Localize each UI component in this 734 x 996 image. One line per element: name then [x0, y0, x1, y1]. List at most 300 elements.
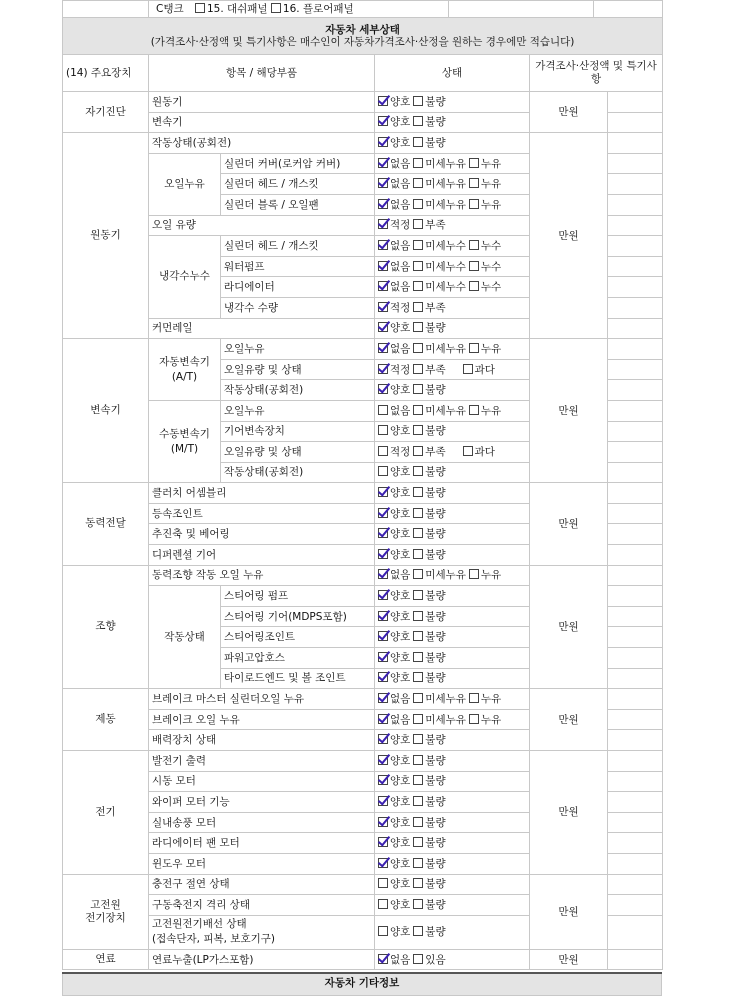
checkbox-bad[interactable]	[413, 528, 423, 538]
checkbox-short[interactable]	[413, 219, 423, 229]
status-el_gen	[375, 751, 530, 772]
checkbox-good[interactable]	[378, 466, 388, 476]
checkbox-bad[interactable]	[413, 549, 423, 559]
section-title: 자동차 세부상태	[325, 24, 400, 36]
item-fu_leak: 연료누출(LP가스포함)	[149, 949, 375, 970]
option-label-short: 부족	[425, 301, 446, 314]
note-cell[interactable]	[608, 318, 663, 339]
price-unit: 만원	[530, 565, 608, 689]
item-pw_cv: 등속조인트	[149, 503, 375, 524]
table-row	[63, 133, 663, 154]
option-label-good: 양호	[390, 466, 411, 479]
note-cell[interactable]	[608, 709, 663, 730]
checkbox-good[interactable]	[378, 817, 388, 827]
option-label-minor_leak: 미세누유	[425, 713, 466, 726]
option-label-leak: 누유	[480, 178, 502, 191]
option-label-good: 양호	[390, 857, 411, 870]
status-el_blower	[375, 812, 530, 833]
option-label-good: 양호	[390, 95, 411, 108]
option-label-good: 양호	[390, 878, 411, 891]
subgroup-auto_trans: 자동변속기 (A/T)	[149, 339, 221, 401]
option-label-proper: 적정	[390, 445, 411, 458]
price-unit: 만원	[530, 133, 608, 339]
bottom-partial	[62, 972, 662, 996]
note-cell[interactable]	[608, 339, 663, 360]
option-label-short: 부족	[425, 219, 446, 232]
option-label-good: 양호	[390, 775, 411, 788]
note-cell[interactable]	[608, 133, 663, 154]
note-cell[interactable]	[608, 915, 663, 949]
item-br_booster: 배력장치 상태	[149, 730, 375, 751]
note-cell[interactable]	[608, 833, 663, 854]
option-label-leak: 누유	[480, 693, 502, 706]
status-fu_leak	[375, 949, 530, 970]
checkbox-none[interactable]	[378, 693, 388, 703]
checkbox-none[interactable]	[378, 714, 388, 724]
note-cell[interactable]	[608, 565, 663, 586]
checkbox-proper[interactable]	[378, 364, 388, 374]
checkbox-bad[interactable]	[413, 631, 423, 641]
option-label-good: 양호	[390, 631, 411, 644]
checkbox-minor_leak[interactable]	[413, 178, 423, 188]
device-self_diag: 자기진단	[63, 92, 149, 133]
option-label-minor_leak: 미세누유	[425, 157, 466, 170]
status-at_op	[375, 380, 530, 401]
item-en_oil_level: 오일 유량	[149, 215, 375, 236]
option-label-none: 없음	[390, 198, 411, 211]
note-cell[interactable]	[608, 895, 663, 916]
checkbox-water[interactable]	[469, 240, 479, 250]
checkbox-good[interactable]	[378, 837, 388, 847]
option-label-good: 양호	[390, 136, 411, 149]
checkbox-none[interactable]	[378, 281, 388, 291]
checkbox-good[interactable]	[378, 858, 388, 868]
note-cell[interactable]	[608, 400, 663, 421]
item-en_cl_rad: 라디에이터	[221, 277, 375, 298]
checkbox-none[interactable]	[378, 158, 388, 168]
checkbox-good[interactable]	[378, 631, 388, 641]
item-el_gen: 발전기 출력	[149, 751, 375, 772]
option-label-bad: 불량	[425, 507, 446, 520]
price-unit: 만원	[530, 751, 608, 875]
checkbox-good[interactable]	[378, 755, 388, 765]
note-cell[interactable]	[608, 874, 663, 895]
top-price-cell	[594, 1, 663, 18]
table-row	[63, 949, 663, 970]
status-st_tie	[375, 668, 530, 689]
status-en_oil_level	[375, 215, 530, 236]
status-pw_shaft	[375, 524, 530, 545]
checkbox-proper[interactable]	[378, 302, 388, 312]
checkbox-leak[interactable]	[469, 569, 479, 579]
option-label-bad: 불량	[425, 590, 446, 603]
option-label-bad: 불량	[425, 425, 446, 438]
checkbox-leak[interactable]	[469, 343, 479, 353]
checkbox-bad[interactable]	[413, 652, 423, 662]
status-el_fan	[375, 833, 530, 854]
option-label-good: 양호	[390, 384, 411, 397]
status-st_oil	[375, 565, 530, 586]
top-items-cell	[149, 1, 449, 18]
note-cell[interactable]	[608, 194, 663, 215]
status-mt_level	[375, 442, 530, 463]
status-br_oil	[375, 709, 530, 730]
option-label-bad: 불량	[425, 926, 446, 939]
checkbox-16[interactable]	[271, 3, 281, 13]
item-el_blower: 실내송풍 모터	[149, 812, 375, 833]
status-mt_gear	[375, 421, 530, 442]
status-st_gear	[375, 606, 530, 627]
checkbox-bad[interactable]	[413, 611, 423, 621]
checkbox-minor_water[interactable]	[413, 261, 423, 271]
item-hv_wiring: 고전원전기배선 상태 (접속단자, 피복, 보호기구)	[149, 915, 375, 949]
option-label-none: 없음	[390, 157, 411, 170]
status-br_master	[375, 689, 530, 710]
table-row	[63, 751, 663, 772]
note-cell[interactable]	[608, 524, 663, 545]
option-label-bad: 불량	[425, 322, 446, 335]
note-cell[interactable]	[608, 792, 663, 813]
subgroup-steer_op: 작동상태	[149, 586, 221, 689]
option-label-good: 양호	[390, 116, 411, 129]
note-cell[interactable]	[608, 421, 663, 442]
option-label-none: 없음	[390, 953, 411, 966]
item-en_cl_level: 냉각수 수량	[221, 297, 375, 318]
note-cell[interactable]	[608, 277, 663, 298]
header-device: (14) 주요장치	[63, 55, 149, 92]
note-cell[interactable]	[608, 586, 663, 607]
checkbox-none[interactable]	[378, 405, 388, 415]
checkbox-short[interactable]	[413, 302, 423, 312]
checkbox-good[interactable]	[378, 528, 388, 538]
item-el_fan: 라디에이터 팬 모터	[149, 833, 375, 854]
checkbox-bad[interactable]	[413, 508, 423, 518]
item-el_starter: 시동 모터	[149, 771, 375, 792]
checkbox-good[interactable]	[378, 425, 388, 435]
item-br_oil: 브레이크 오일 누유	[149, 709, 375, 730]
item16-label: 16. 플로어패널	[282, 3, 354, 15]
status-st_joint	[375, 627, 530, 648]
option-label-good: 양호	[390, 926, 411, 939]
option-label-bad: 불량	[425, 837, 446, 850]
checkbox-bad[interactable]	[413, 466, 423, 476]
option-label-none: 없음	[390, 178, 411, 191]
note-cell[interactable]	[608, 153, 663, 174]
note-cell[interactable]	[608, 92, 663, 113]
item-pw_clutch: 클러치 어셈블리	[149, 483, 375, 504]
checkbox-water[interactable]	[469, 261, 479, 271]
option-label-proper: 적정	[390, 363, 411, 376]
option-label-short: 부족	[425, 445, 446, 458]
item-en_rail: 커먼레일	[149, 318, 375, 339]
device-brake: 제동	[63, 689, 149, 751]
option-label-bad: 불량	[425, 898, 446, 911]
option-label-good: 양호	[390, 816, 411, 829]
header-price: 가격조사·산정액 및 특기사항	[530, 55, 663, 92]
checkbox-none[interactable]	[378, 343, 388, 353]
status-en_cl_level	[375, 297, 530, 318]
checkbox-bad[interactable]	[413, 837, 423, 847]
item-st_gear: 스티어링 기어(MDPS포함)	[221, 606, 375, 627]
note-cell[interactable]	[608, 949, 663, 970]
checkbox-leak[interactable]	[469, 405, 479, 415]
section-subtitle: (가격조사·산정액 및 특기사항은 매수인이 자동차가격조사·산정을 원하는 경우에만 적습니다)	[150, 36, 575, 48]
checkbox-minor_leak[interactable]	[413, 569, 423, 579]
option-label-good: 양호	[390, 548, 411, 561]
option-label-leak: 누유	[480, 342, 502, 355]
checkbox-good[interactable]	[378, 775, 388, 785]
note-cell[interactable]	[608, 215, 663, 236]
checkbox-minor_water[interactable]	[413, 240, 423, 250]
note-cell[interactable]	[608, 174, 663, 195]
checkbox-water[interactable]	[469, 281, 479, 291]
status-hv_insul	[375, 874, 530, 895]
item-br_master: 브레이크 마스터 실린더오일 누유	[149, 689, 375, 710]
note-cell[interactable]	[608, 627, 663, 648]
checkbox-good[interactable]	[378, 116, 388, 126]
note-cell[interactable]	[608, 256, 663, 277]
note-cell[interactable]	[608, 648, 663, 669]
status-at_level	[375, 359, 530, 380]
checkbox-bad[interactable]	[413, 672, 423, 682]
option-label-bad: 불량	[425, 651, 446, 664]
checkbox-15[interactable]	[195, 3, 205, 13]
checkbox-minor_leak[interactable]	[413, 158, 423, 168]
footer-section-title: 자동차 기타정보	[63, 973, 662, 996]
note-cell[interactable]	[608, 503, 663, 524]
price-unit: 만원	[530, 483, 608, 565]
note-cell[interactable]	[608, 442, 663, 463]
checkbox-good[interactable]	[378, 508, 388, 518]
checkbox-good[interactable]	[378, 899, 388, 909]
option-label-bad: 불량	[425, 384, 446, 397]
option-label-minor_leak: 미세누유	[425, 693, 466, 706]
option-label-none: 없음	[390, 260, 411, 273]
checkbox-bad[interactable]	[413, 590, 423, 600]
checkbox-leak[interactable]	[469, 714, 479, 724]
checkbox-over[interactable]	[463, 364, 473, 374]
note-cell[interactable]	[608, 853, 663, 874]
status-en_ol_head	[375, 174, 530, 195]
checkbox-proper[interactable]	[378, 219, 388, 229]
option-label-bad: 불량	[425, 136, 446, 149]
checkbox-minor_water[interactable]	[413, 281, 423, 291]
checkbox-good[interactable]	[378, 734, 388, 744]
checkbox-short[interactable]	[413, 364, 423, 374]
option-label-bad: 불량	[425, 795, 446, 808]
note-cell[interactable]	[608, 606, 663, 627]
checkbox-bad[interactable]	[413, 858, 423, 868]
checkbox-bad[interactable]	[413, 734, 423, 744]
device-fuel: 연료	[63, 949, 149, 970]
note-cell[interactable]	[608, 236, 663, 257]
status-en_rail	[375, 318, 530, 339]
checkbox-bad[interactable]	[413, 775, 423, 785]
checkbox-proper[interactable]	[378, 446, 388, 456]
option-label-good: 양호	[390, 322, 411, 335]
item-en_ol_block: 실린더 블록 / 오일팬	[221, 194, 375, 215]
note-cell[interactable]	[608, 483, 663, 504]
checkbox-good[interactable]	[378, 96, 388, 106]
item-st_pump: 스티어링 펌프	[221, 586, 375, 607]
checkbox-leak[interactable]	[469, 178, 479, 188]
header-item: 항목 / 해당부품	[149, 55, 375, 92]
checkbox-bad[interactable]	[413, 487, 423, 497]
checkbox-none[interactable]	[378, 178, 388, 188]
option-label-minor_leak: 미세누유	[425, 342, 466, 355]
item-en_ol_head: 실린더 헤드 / 개스킷	[221, 174, 375, 195]
option-label-bad: 불량	[425, 734, 446, 747]
status-sd_engine	[375, 92, 530, 113]
checkbox-short[interactable]	[413, 446, 423, 456]
checkbox-good[interactable]	[378, 590, 388, 600]
status-en_cl_rad	[375, 277, 530, 298]
item-en_ol_cover: 실린더 커버(로커암 커버)	[221, 153, 375, 174]
checkbox-present[interactable]	[413, 954, 423, 964]
option-label-good: 양호	[390, 590, 411, 603]
device-hv: 고전원 전기장치	[63, 874, 149, 949]
status-el_starter	[375, 771, 530, 792]
checkbox-bad[interactable]	[413, 817, 423, 827]
checkbox-good[interactable]	[378, 878, 388, 888]
option-label-bad: 불량	[425, 857, 446, 870]
note-cell[interactable]	[608, 771, 663, 792]
checkbox-good[interactable]	[378, 549, 388, 559]
option-label-good: 양호	[390, 754, 411, 767]
checkbox-bad[interactable]	[413, 755, 423, 765]
checkbox-good[interactable]	[378, 926, 388, 936]
checkbox-none[interactable]	[378, 240, 388, 250]
option-label-none: 없음	[390, 693, 411, 706]
checkbox-leak[interactable]	[469, 693, 479, 703]
item-mt_leak: 오일누유	[221, 400, 375, 421]
note-cell[interactable]	[608, 462, 663, 483]
checkbox-leak[interactable]	[469, 199, 479, 209]
checkbox-minor_leak[interactable]	[413, 199, 423, 209]
option-label-good: 양호	[390, 425, 411, 438]
checkbox-good[interactable]	[378, 611, 388, 621]
checkbox-good[interactable]	[378, 672, 388, 682]
checkbox-bad[interactable]	[413, 96, 423, 106]
status-en_ol_block	[375, 194, 530, 215]
price-unit: 만원	[530, 689, 608, 751]
checkbox-bad[interactable]	[413, 878, 423, 888]
status-el_window	[375, 853, 530, 874]
option-label-bad: 불량	[425, 610, 446, 623]
checkbox-minor_leak[interactable]	[413, 343, 423, 353]
option-label-none: 없음	[390, 281, 411, 294]
option-label-good: 양호	[390, 610, 411, 623]
option-label-minor_water: 미세누수	[425, 281, 466, 294]
option-label-bad: 불량	[425, 754, 446, 767]
note-cell[interactable]	[608, 380, 663, 401]
option-label-proper: 적정	[390, 219, 411, 232]
option-label-good: 양호	[390, 487, 411, 500]
item-st_tie: 타이로드엔드 및 볼 조인트	[221, 668, 375, 689]
price-unit: 만원	[530, 874, 608, 949]
option-label-minor_leak: 미세누유	[425, 569, 466, 582]
table-row	[63, 565, 663, 586]
option-label-leak: 누유	[480, 569, 502, 582]
checkbox-bad[interactable]	[413, 116, 423, 126]
checkbox-leak[interactable]	[469, 158, 479, 168]
checkbox-good[interactable]	[378, 796, 388, 806]
checkbox-bad[interactable]	[413, 796, 423, 806]
option-label-good: 양호	[390, 837, 411, 850]
option-label-over: 과다	[474, 363, 495, 376]
checkbox-none[interactable]	[378, 569, 388, 579]
checkbox-bad[interactable]	[413, 384, 423, 394]
option-label-bad: 불량	[425, 631, 446, 644]
subgroup-manual_trans: 수동변속기 (M/T)	[149, 400, 221, 482]
option-label-leak: 누유	[480, 404, 502, 417]
checkbox-over[interactable]	[463, 446, 473, 456]
checkbox-good[interactable]	[378, 652, 388, 662]
table-row	[63, 339, 663, 360]
checkbox-none[interactable]	[378, 261, 388, 271]
item-at_op: 작동상태(공회전)	[221, 380, 375, 401]
item-mt_op: 작동상태(공회전)	[221, 462, 375, 483]
checkbox-minor_leak[interactable]	[413, 693, 423, 703]
option-label-water: 누수	[480, 239, 502, 252]
checkbox-bad[interactable]	[413, 322, 423, 332]
checkbox-good[interactable]	[378, 322, 388, 332]
option-label-bad: 불량	[425, 528, 446, 541]
note-cell[interactable]	[608, 751, 663, 772]
option-label-none: 없음	[390, 239, 411, 252]
item-el_wiper: 와이퍼 모터 기능	[149, 792, 375, 813]
option-label-bad: 불량	[425, 775, 446, 788]
status-el_wiper	[375, 792, 530, 813]
note-cell[interactable]	[608, 668, 663, 689]
checkbox-bad[interactable]	[413, 137, 423, 147]
checkbox-none[interactable]	[378, 199, 388, 209]
item-hv_battery: 구동축전지 격리 상태	[149, 895, 375, 916]
option-label-bad: 불량	[425, 116, 446, 129]
checkbox-minor_leak[interactable]	[413, 405, 423, 415]
item-pw_shaft: 추진축 및 베어링	[149, 524, 375, 545]
item-sd_engine: 원동기	[149, 92, 375, 113]
checkbox-minor_leak[interactable]	[413, 714, 423, 724]
item15-label: 15. 대쉬패널	[206, 3, 268, 15]
status-en_op	[375, 133, 530, 154]
checkbox-none[interactable]	[378, 954, 388, 964]
note-cell[interactable]	[608, 297, 663, 318]
device-electric: 전기	[63, 751, 149, 875]
price-unit: 만원	[530, 92, 608, 133]
checkbox-good[interactable]	[378, 137, 388, 147]
note-cell[interactable]	[608, 812, 663, 833]
note-cell[interactable]	[608, 689, 663, 710]
status-st_pump	[375, 586, 530, 607]
note-cell[interactable]	[608, 545, 663, 566]
checkbox-good[interactable]	[378, 384, 388, 394]
note-cell[interactable]	[608, 730, 663, 751]
option-label-none: 없음	[390, 404, 411, 417]
note-cell[interactable]	[608, 359, 663, 380]
option-label-water: 누수	[480, 281, 502, 294]
checkbox-bad[interactable]	[413, 425, 423, 435]
status-pw_diff	[375, 545, 530, 566]
checkbox-bad[interactable]	[413, 926, 423, 936]
checkbox-bad[interactable]	[413, 899, 423, 909]
checkbox-good[interactable]	[378, 487, 388, 497]
option-label-minor_leak: 미세누유	[425, 178, 466, 191]
table-row	[63, 874, 663, 895]
note-cell[interactable]	[608, 112, 663, 133]
item-st_oil: 동력조향 작동 오일 누유	[149, 565, 375, 586]
option-label-over: 과다	[474, 445, 495, 458]
